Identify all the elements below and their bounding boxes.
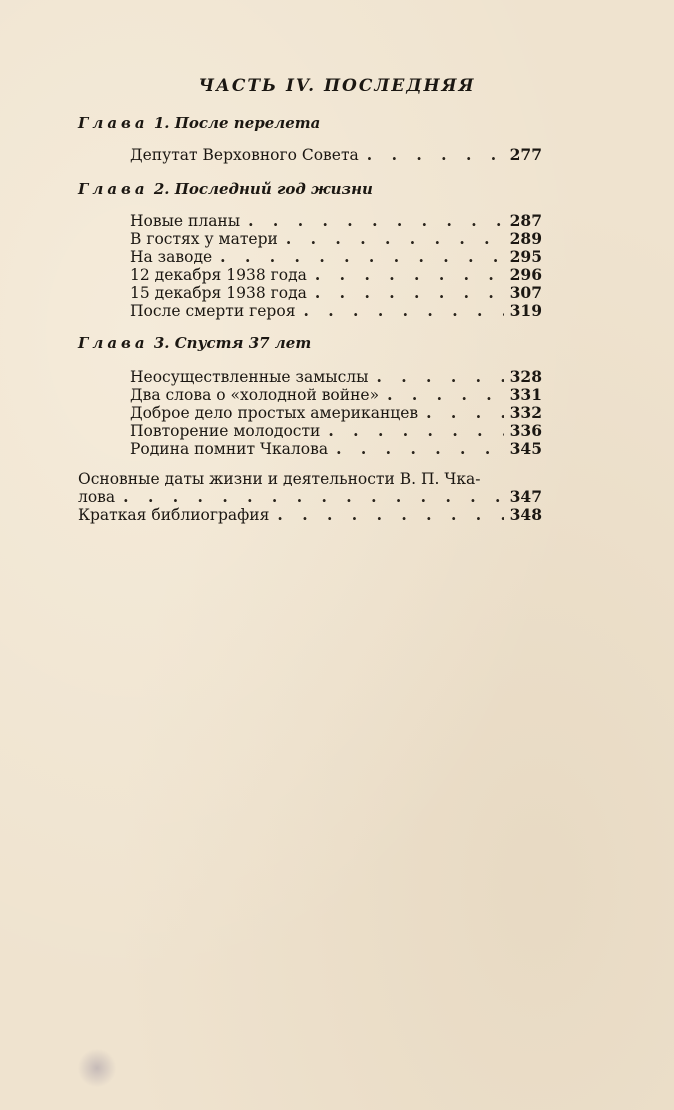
dot-leader xyxy=(315,284,504,302)
chapter-3-entries xyxy=(130,368,542,458)
entry-page: 295 xyxy=(509,247,542,266)
dot-leader xyxy=(328,422,503,440)
dot-leader xyxy=(220,248,503,266)
entry-title: После смерти героя xyxy=(130,302,296,320)
chapter-1-heading xyxy=(78,114,320,132)
toc-entry[interactable] xyxy=(130,284,542,302)
toc-entry[interactable] xyxy=(130,146,542,164)
entry-page: 332 xyxy=(509,403,542,422)
chapter-word: Глава xyxy=(78,114,149,132)
entry-title: Новые планы xyxy=(130,212,241,230)
toc-entry[interactable] xyxy=(130,440,542,458)
toc-entry-bibliography[interactable] xyxy=(78,506,542,524)
entry-page: 307 xyxy=(509,283,542,302)
part-title: ЧАСТЬ IV. ПОСЛЕДНЯЯ xyxy=(198,76,476,96)
dot-leader xyxy=(336,440,504,458)
entry-title: лова xyxy=(78,488,116,506)
chapter-1-entries xyxy=(130,146,542,164)
entry-page: 277 xyxy=(509,145,542,164)
entry-title: 12 декабря 1938 года xyxy=(130,266,307,284)
toc-entry-dates[interactable] xyxy=(78,488,542,506)
toc-entry[interactable] xyxy=(130,404,542,422)
chapter-2-title: 2. Последний год жизни xyxy=(148,180,373,198)
dot-leader xyxy=(286,230,504,248)
entry-title: Основные даты жизни и деятельности В. П. Чка- xyxy=(78,470,481,488)
toc-entry[interactable] xyxy=(130,212,542,230)
entry-page: 296 xyxy=(509,265,542,284)
toc-entry[interactable] xyxy=(130,248,542,266)
toc-entry[interactable] xyxy=(130,302,542,320)
chapter-word: Глава xyxy=(78,180,149,198)
dot-leader xyxy=(376,368,503,386)
toc-entry[interactable] xyxy=(130,266,542,284)
dot-leader xyxy=(303,302,503,320)
entry-page: 319 xyxy=(509,301,542,320)
entry-page: 328 xyxy=(509,367,542,386)
chapter-2-entries xyxy=(130,212,542,320)
chapter-word: Глава xyxy=(78,334,149,352)
entry-page: 348 xyxy=(509,505,542,524)
entry-title: Родина помнит Чкалова xyxy=(130,440,329,458)
entry-title: Повторение молодости xyxy=(130,422,321,440)
chapter-3-title: 3. Спустя 37 лет xyxy=(148,334,312,352)
entry-title: Неосуществленные замыслы xyxy=(130,368,369,386)
entry-title: Краткая библиография xyxy=(78,506,270,524)
entry-title: На заводе xyxy=(130,248,213,266)
dot-leader xyxy=(277,506,503,524)
toc-entry[interactable] xyxy=(130,422,542,440)
entry-page: 345 xyxy=(509,439,542,458)
dot-leader xyxy=(426,404,504,422)
entry-title: Два слова о «холодной войне» xyxy=(130,386,380,404)
entry-title: Депутат Верховного Совета xyxy=(130,146,359,164)
ink-smudge xyxy=(78,1048,116,1088)
dot-leader xyxy=(248,212,504,230)
appendix-entries xyxy=(78,470,542,524)
entry-title: В гостях у матери xyxy=(130,230,278,248)
toc-entry[interactable] xyxy=(130,368,542,386)
entry-page: 336 xyxy=(509,421,542,440)
chapter-1-title: 1. После перелета xyxy=(148,114,321,132)
dot-leader xyxy=(123,488,503,506)
toc-entry-dates-line1[interactable] xyxy=(78,470,542,488)
toc-entry[interactable] xyxy=(130,230,542,248)
dot-leader xyxy=(315,266,504,284)
entry-title: Доброе дело простых американцев xyxy=(130,404,419,422)
entry-title: 15 декабря 1938 года xyxy=(130,284,307,302)
chapter-3-heading xyxy=(78,334,311,352)
entry-page: 347 xyxy=(509,487,542,506)
dot-leader xyxy=(387,386,504,404)
entry-page: 331 xyxy=(509,385,542,404)
toc-entry[interactable] xyxy=(130,386,542,404)
dot-leader xyxy=(367,146,504,164)
entry-page: 289 xyxy=(509,229,542,248)
chapter-2-heading xyxy=(78,180,373,198)
entry-page: 287 xyxy=(509,211,542,230)
